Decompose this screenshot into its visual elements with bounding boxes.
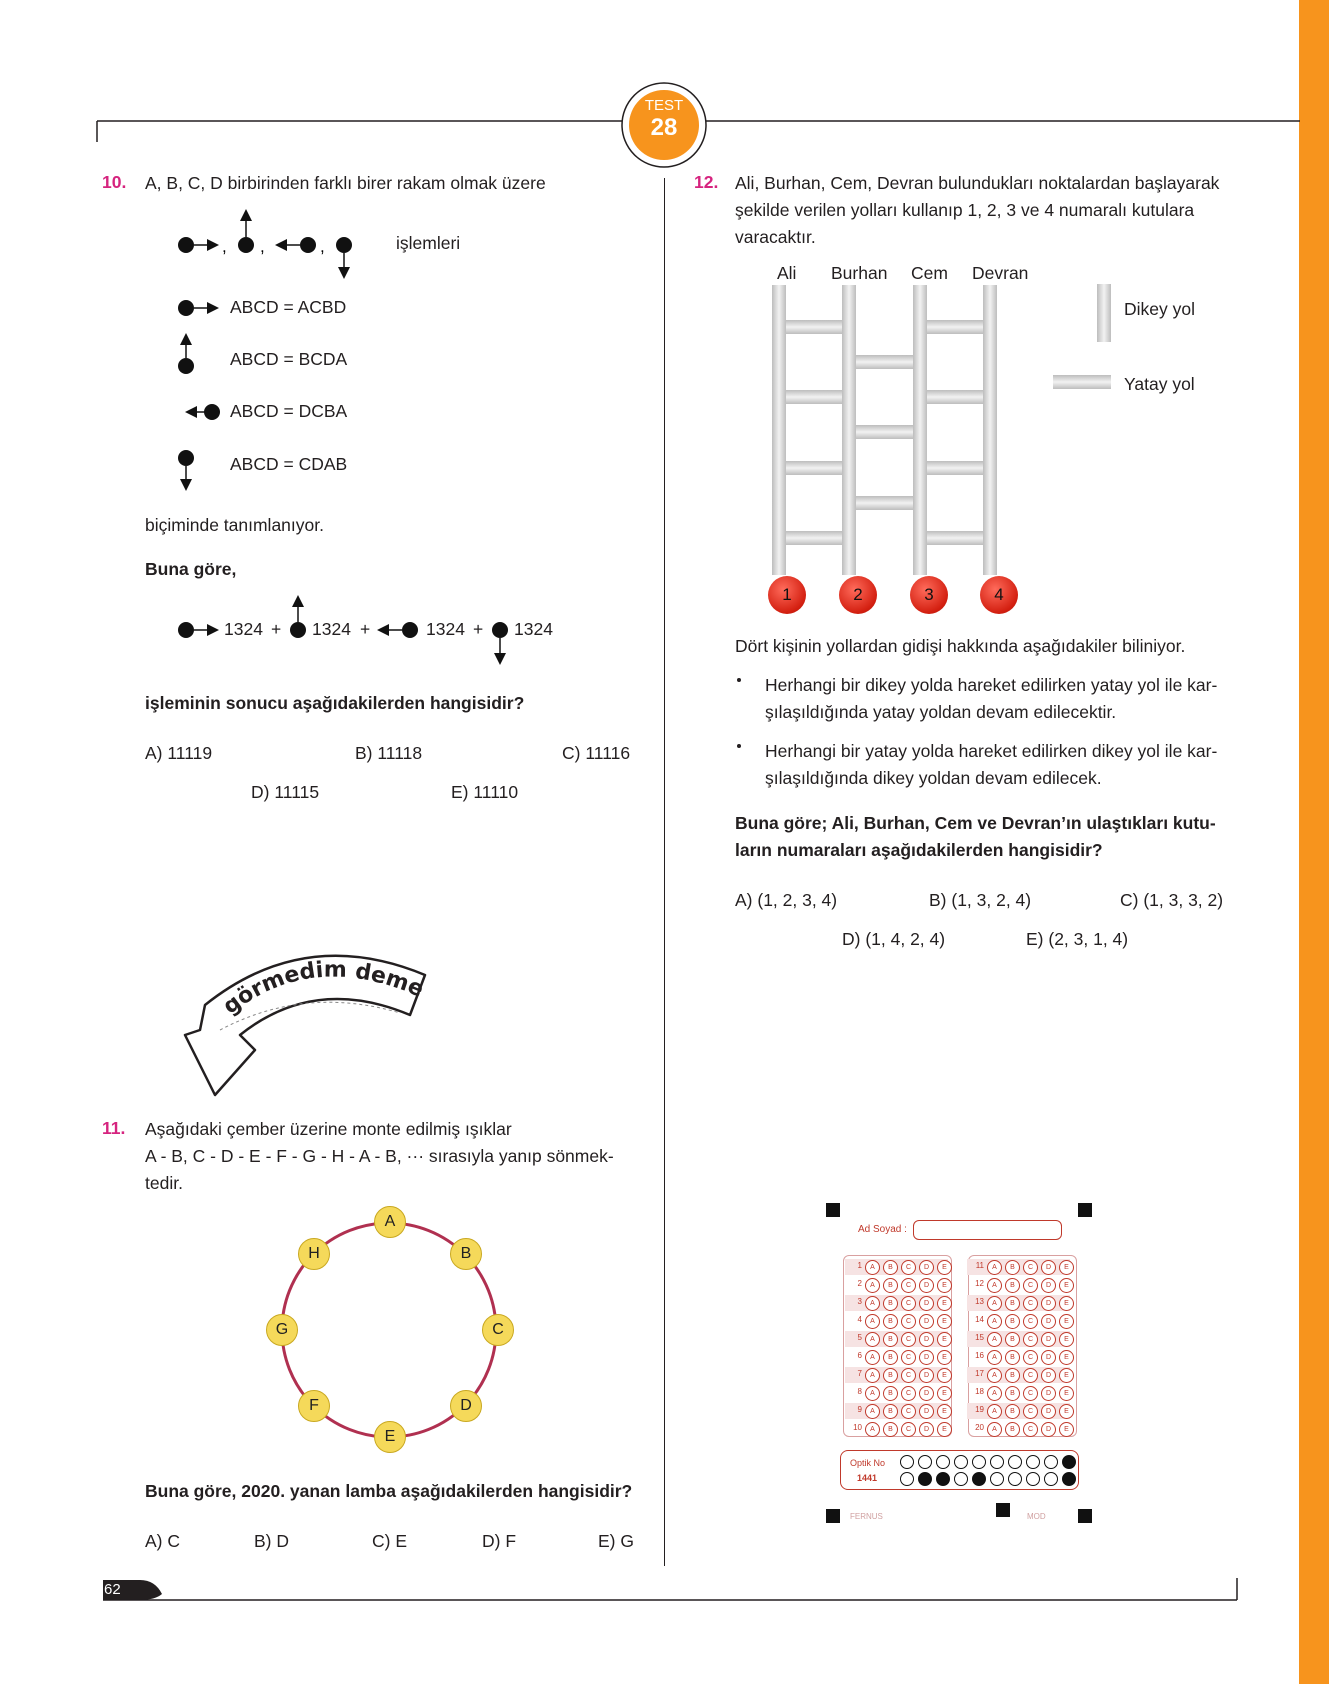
q12-option-e[interactable]: E) (2, 3, 1, 4) [1026,929,1129,949]
q12-option-d[interactable]: D) (1, 4, 2, 4) [842,929,946,949]
optic-choice-bubble[interactable]: E [937,1260,952,1275]
optic-row-number: 14 [975,1315,984,1324]
light-c: C [482,1314,514,1346]
test-label: TEST [644,97,684,114]
light-b: B [450,1238,482,1270]
optic-choice-bubble[interactable]: B [883,1260,898,1275]
q12-bullet1-a: Herhangi bir dikey yolda hareket edilirken yatay yol ile kar- [765,675,1218,695]
optic-row-number: 12 [975,1279,984,1288]
optic-number-bubble[interactable] [954,1455,968,1469]
optic-choice-bubble[interactable]: A [865,1368,880,1383]
optic-number-value: 1441 [857,1473,878,1483]
optic-number-bubble[interactable] [1008,1455,1022,1469]
optic-choice-bubble[interactable]: D [1041,1314,1056,1329]
optic-choice-bubble[interactable]: B [1005,1314,1020,1329]
optic-row-number: 19 [975,1405,984,1414]
optic-choice-bubble[interactable]: A [865,1314,880,1329]
optic-choice-bubble[interactable]: A [987,1260,1002,1275]
optic-choice-bubble[interactable]: A [987,1386,1002,1401]
optic-choice-bubble[interactable]: C [901,1350,916,1365]
q10-option-c[interactable]: C) 11116 [562,743,631,763]
optic-choice-bubble[interactable]: B [1005,1350,1020,1365]
q12-bullet1-b: şılaşıldığında yatay yoldan devam edilecektir. [765,702,1117,722]
optic-name-field[interactable] [913,1220,1062,1240]
optic-choice-bubble[interactable]: B [1005,1278,1020,1293]
optic-choice-bubble[interactable]: A [987,1332,1002,1347]
optic-number-bubble[interactable] [918,1472,932,1486]
optic-choice-bubble[interactable]: D [1041,1350,1056,1365]
optic-corner-mark [826,1509,840,1523]
q12-option-a[interactable]: A) (1, 2, 3, 4) [735,890,838,910]
q10-defined: biçiminde tanımlanıyor. [145,515,324,535]
optic-row-number: 2 [857,1279,862,1288]
light-g: G [266,1314,298,1346]
q11-line-2: A - B, C - D - E - F - G - H - A - B, ··· sırasıyla yanıp sönmek- [145,1146,614,1166]
optic-choice-bubble[interactable]: C [1023,1260,1038,1275]
optic-row-number: 8 [857,1387,862,1396]
optic-row-number: 1 [857,1261,862,1270]
optic-number-bubble[interactable] [900,1455,914,1469]
column-divider [664,178,665,1566]
optic-choice-bubble[interactable]: E [1059,1404,1074,1419]
optic-choice-bubble[interactable]: C [1023,1278,1038,1293]
q12-question-b: ların numaraları aşağıdakilerden hangisidir? [735,840,1103,860]
bullet-icon [737,678,741,682]
footer-frame [0,1570,1300,1610]
optic-choice-bubble[interactable]: B [883,1314,898,1329]
q11-question: Buna göre, 2020. yanan lamba aşağıdakilerden hangisidir? [145,1481,633,1501]
optic-choice-bubble[interactable]: E [1059,1314,1074,1329]
q10-question: işleminin sonucu aşağıdakilerden hangisidir? [145,693,525,713]
optic-choice-bubble[interactable]: A [987,1422,1002,1437]
optic-choice-bubble[interactable]: D [1041,1260,1056,1275]
optic-choice-bubble[interactable]: C [1023,1296,1038,1311]
optic-number-bubble[interactable] [1044,1472,1058,1486]
q11-line-3: tedir. [145,1173,183,1193]
optic-row-number: 20 [975,1423,984,1432]
q11-option-a[interactable]: A) C [145,1531,180,1551]
q11-option-d[interactable]: D) F [482,1531,517,1551]
optic-choice-bubble[interactable]: E [1059,1368,1074,1383]
optic-number-bubble[interactable] [972,1455,986,1469]
optic-brand-left: FERNUS [850,1512,883,1521]
optic-number-bubble[interactable] [936,1472,950,1486]
person-ali: Ali [777,263,797,283]
svg-text:,: , [260,237,265,256]
sticker-text: görmedim deme [218,957,428,1020]
optic-choice-bubble[interactable]: D [919,1350,934,1365]
optic-choice-bubble[interactable]: B [1005,1260,1020,1275]
optic-choice-bubble[interactable]: E [937,1278,952,1293]
optic-choice-bubble[interactable]: B [883,1296,898,1311]
q12-legend-icons [1050,282,1115,392]
optic-choice-bubble[interactable]: E [937,1314,952,1329]
q11-number: 11. [102,1118,126,1138]
optic-row-number: 11 [975,1261,984,1270]
optic-brand-right: MOD [1027,1512,1046,1521]
optic-choice-bubble[interactable]: C [901,1278,916,1293]
optic-choice-bubble[interactable]: E [1059,1278,1074,1293]
q10-option-d[interactable]: D) 11115 [251,782,320,802]
q10-plus-2: + [360,619,371,639]
optic-choice-bubble[interactable]: A [987,1368,1002,1383]
optic-choice-bubble[interactable]: E [937,1404,952,1419]
optic-choice-bubble[interactable]: A [865,1296,880,1311]
page-number: 62 [104,1581,121,1598]
q11-option-b[interactable]: B) D [254,1531,289,1551]
q10-operation-symbols [170,200,360,290]
bullet-icon [737,744,741,748]
optic-choice-bubble[interactable]: C [1023,1314,1038,1329]
optic-number-bubble[interactable] [918,1455,932,1469]
optic-choice-bubble[interactable]: B [1005,1386,1020,1401]
q12-path-diagram [770,280,1030,580]
q10-expr-3: 1324 [426,619,465,639]
optic-number-bubble[interactable] [1008,1472,1022,1486]
legend-horizontal-label: Yatay yol [1124,374,1195,394]
q12-question-a: Buna göre; Ali, Burhan, Cem ve Devran’ın ulaştıkları kutu- [735,813,1216,833]
box-3: 3 [910,576,948,614]
optic-choice-bubble[interactable]: C [1023,1386,1038,1401]
optic-number-bubble[interactable] [1044,1455,1058,1469]
optic-number-label: Optik No [850,1458,886,1468]
q10-buna-gore: Buna göre, [145,559,237,579]
optic-choice-bubble[interactable]: C [901,1386,916,1401]
q12-line-1: Ali, Burhan, Cem, Devran bulundukları noktalardan başlayarak [735,173,1220,193]
optic-corner-mark [826,1203,840,1217]
optic-number-bubble[interactable] [1026,1472,1040,1486]
optic-row-number: 13 [975,1297,984,1306]
optic-choice-bubble[interactable]: C [1023,1368,1038,1383]
q12-option-c[interactable]: C) (1, 3, 3, 2) [1120,890,1224,910]
optic-number-bubble[interactable] [990,1455,1004,1469]
person-burhan: Burhan [831,263,888,283]
optic-choice-bubble[interactable]: E [1059,1386,1074,1401]
q11-option-e[interactable]: E) G [598,1531,634,1551]
q10-option-a[interactable]: A) 11119 [145,743,213,763]
optic-choice-bubble[interactable]: E [937,1350,952,1365]
optic-choice-bubble[interactable]: D [1041,1422,1056,1437]
test-number: 28 [650,114,678,141]
optic-number-bubble[interactable] [900,1472,914,1486]
optic-choice-bubble[interactable]: C [901,1404,916,1419]
optic-choice-bubble[interactable]: B [883,1332,898,1347]
optic-number-bubble[interactable] [1062,1472,1076,1486]
optic-choice-bubble[interactable]: E [937,1386,952,1401]
optic-choice-bubble[interactable]: B [883,1422,898,1437]
q10-option-b[interactable]: B) 11118 [355,743,423,763]
optic-choice-bubble[interactable]: B [883,1368,898,1383]
optic-choice-bubble[interactable]: C [1023,1404,1038,1419]
q10-ops-suffix: işlemleri [396,233,461,253]
optic-choice-bubble[interactable]: D [1041,1332,1056,1347]
q10-plus-3: + [473,619,484,639]
optic-choice-bubble[interactable]: B [1005,1296,1020,1311]
optic-row-number: 18 [975,1387,984,1396]
optic-choice-bubble[interactable]: A [987,1278,1002,1293]
optic-choice-bubble[interactable]: D [919,1404,934,1419]
optic-choice-bubble[interactable]: E [937,1332,952,1347]
optic-choice-bubble[interactable]: E [1059,1422,1074,1437]
q12-known: Dört kişinin yollardan gidişi hakkında aşağıdakiler biliniyor. [735,636,1186,656]
optic-choice-bubble[interactable]: E [937,1422,952,1437]
optic-choice-bubble[interactable]: A [865,1332,880,1347]
optic-choice-bubble[interactable]: D [1041,1296,1056,1311]
optic-number-bubble[interactable] [990,1472,1004,1486]
person-devran: Devran [972,263,1029,283]
optic-choice-bubble[interactable]: B [883,1386,898,1401]
optic-choice-bubble[interactable]: C [901,1422,916,1437]
optic-choice-bubble[interactable]: D [919,1260,934,1275]
box-2: 2 [839,576,877,614]
optic-choice-bubble[interactable]: D [919,1332,934,1347]
q10-expr-4: 1324 [514,619,553,639]
optic-choice-bubble[interactable]: D [919,1296,934,1311]
optic-choice-bubble[interactable]: C [901,1260,916,1275]
optic-choice-bubble[interactable]: D [1041,1278,1056,1293]
optic-choice-bubble[interactable]: E [937,1296,952,1311]
rule-down-icon [178,450,194,466]
optic-choice-bubble[interactable]: D [1041,1386,1056,1401]
optic-row-number: 9 [857,1405,862,1414]
optic-choice-bubble[interactable]: C [1023,1350,1038,1365]
optic-number-bubble[interactable] [972,1472,986,1486]
svg-text:,: , [320,237,325,256]
optic-choice-bubble[interactable]: B [883,1404,898,1419]
box-4: 4 [980,576,1018,614]
optic-row-number: 3 [857,1297,862,1306]
optic-choice-bubble[interactable]: A [865,1386,880,1401]
q10-expr-2: 1324 [312,619,351,639]
optic-choice-bubble[interactable]: B [1005,1368,1020,1383]
horizontal-road-icon [1053,375,1111,389]
optic-row-number: 6 [857,1351,862,1360]
q12-line-3: varacaktır. [735,227,816,247]
optic-choice-bubble[interactable]: C [901,1314,916,1329]
optic-choice-bubble[interactable]: B [1005,1422,1020,1437]
rule-left-icon [204,404,220,420]
optic-choice-bubble[interactable]: A [865,1278,880,1293]
optic-choice-bubble[interactable]: C [1023,1422,1038,1437]
optic-choice-bubble[interactable]: C [901,1368,916,1383]
optic-corner-mark [1078,1509,1092,1523]
optic-row-number: 16 [975,1351,984,1360]
q10-number: 10. [102,172,127,192]
q11-option-c[interactable]: C) E [372,1531,407,1551]
optic-row-number: 7 [857,1369,862,1378]
vertical-road-icon [1097,284,1111,342]
person-cem: Cem [911,263,948,283]
optic-number-bubble[interactable] [936,1455,950,1469]
optic-choice-bubble[interactable]: D [919,1386,934,1401]
rule-up-icon [178,358,194,374]
optic-choice-bubble[interactable]: A [865,1260,880,1275]
optic-choice-bubble[interactable]: B [883,1350,898,1365]
optic-choice-bubble[interactable]: D [1041,1368,1056,1383]
page-edge-bar [1299,0,1329,1684]
light-a: A [374,1206,406,1238]
q12-number: 12. [694,172,719,192]
optic-choice-bubble[interactable]: D [1041,1404,1056,1419]
arrow-up-icon [238,237,254,253]
optic-choice-bubble[interactable]: A [987,1314,1002,1329]
light-f: F [298,1390,330,1422]
optic-number-bubble[interactable] [1062,1455,1076,1469]
optic-choice-bubble[interactable]: B [883,1278,898,1293]
optic-number-bubble[interactable] [954,1472,968,1486]
light-h: H [298,1238,330,1270]
light-d: D [450,1390,482,1422]
q12-bullet2-b: şılaşıldığında dikey yoldan devam edilecek. [765,768,1102,788]
optic-choice-bubble[interactable]: E [937,1368,952,1383]
q12-option-b[interactable]: B) (1, 3, 2, 4) [929,890,1032,910]
optic-choice-bubble[interactable]: B [1005,1332,1020,1347]
optic-choice-bubble[interactable]: D [919,1314,934,1329]
rule-right-icon [178,300,194,316]
optic-choice-bubble[interactable]: A [987,1404,1002,1419]
optic-choice-bubble[interactable]: B [1005,1404,1020,1419]
optic-choice-bubble[interactable]: A [865,1404,880,1419]
optic-choice-bubble[interactable]: C [901,1332,916,1347]
q10-rule-1: ABCD = ACBD [230,297,347,317]
optic-choice-bubble[interactable]: E [1059,1350,1074,1365]
q12-line-2: şekilde verilen yolları kullanıp 1, 2, 3 ve 4 numaralı kutulara [735,200,1195,220]
arrow-down-icon [336,237,352,253]
svg-text:,: , [222,237,227,256]
optic-choice-bubble[interactable]: E [1059,1260,1074,1275]
q10-intro: A, B, C, D birbirinden farklı birer rakam olmak üzere [145,173,546,193]
optic-choice-bubble[interactable]: D [919,1278,934,1293]
q10-expr-1: 1324 [224,619,263,639]
q10-rule-symbols [170,290,230,500]
optic-choice-bubble[interactable]: A [987,1296,1002,1311]
legend-vertical-label: Dikey yol [1124,299,1195,319]
optic-number-bubble[interactable] [1026,1455,1040,1469]
optic-choice-bubble[interactable]: E [1059,1296,1074,1311]
q10-rule-3: ABCD = DCBA [230,401,348,421]
q10-option-e[interactable]: E) 11110 [451,782,519,802]
q12-bullet2-a: Herhangi bir yatay yolda hareket edilirken dikey yol ile kar- [765,741,1218,761]
gormedim-deme-sticker [175,935,435,1105]
arrow-left-icon [300,237,316,253]
optic-choice-bubble[interactable]: A [865,1422,880,1437]
optic-choice-bubble[interactable]: D [919,1422,934,1437]
optic-row-number: 10 [853,1423,862,1432]
optic-choice-bubble[interactable]: E [1059,1332,1074,1347]
optic-choice-bubble[interactable]: C [1023,1332,1038,1347]
arrow-right-icon [178,237,194,253]
q10-rule-4: ABCD = CDAB [230,454,348,474]
optic-choice-bubble[interactable]: A [865,1350,880,1365]
light-e: E [374,1421,406,1453]
optic-choice-bubble[interactable]: A [987,1350,1002,1365]
box-1: 1 [768,576,806,614]
q11-line-1: Aşağıdaki çember üzerine monte edilmiş ışıklar [145,1119,512,1139]
optic-corner-mark [1078,1203,1092,1217]
optic-choice-bubble[interactable]: C [901,1296,916,1311]
optic-row-number: 17 [975,1369,984,1378]
optic-row-number: 5 [857,1333,862,1342]
header-frame [0,0,1300,170]
optic-row-number: 4 [857,1315,862,1324]
optic-corner-mark [996,1503,1010,1517]
optic-choice-bubble[interactable]: D [919,1368,934,1383]
q10-rule-2: ABCD = BCDA [230,349,348,369]
optic-name-label: Ad Soyad : [858,1224,907,1235]
optic-row-number: 15 [975,1333,984,1342]
q10-plus-1: + [271,619,282,639]
